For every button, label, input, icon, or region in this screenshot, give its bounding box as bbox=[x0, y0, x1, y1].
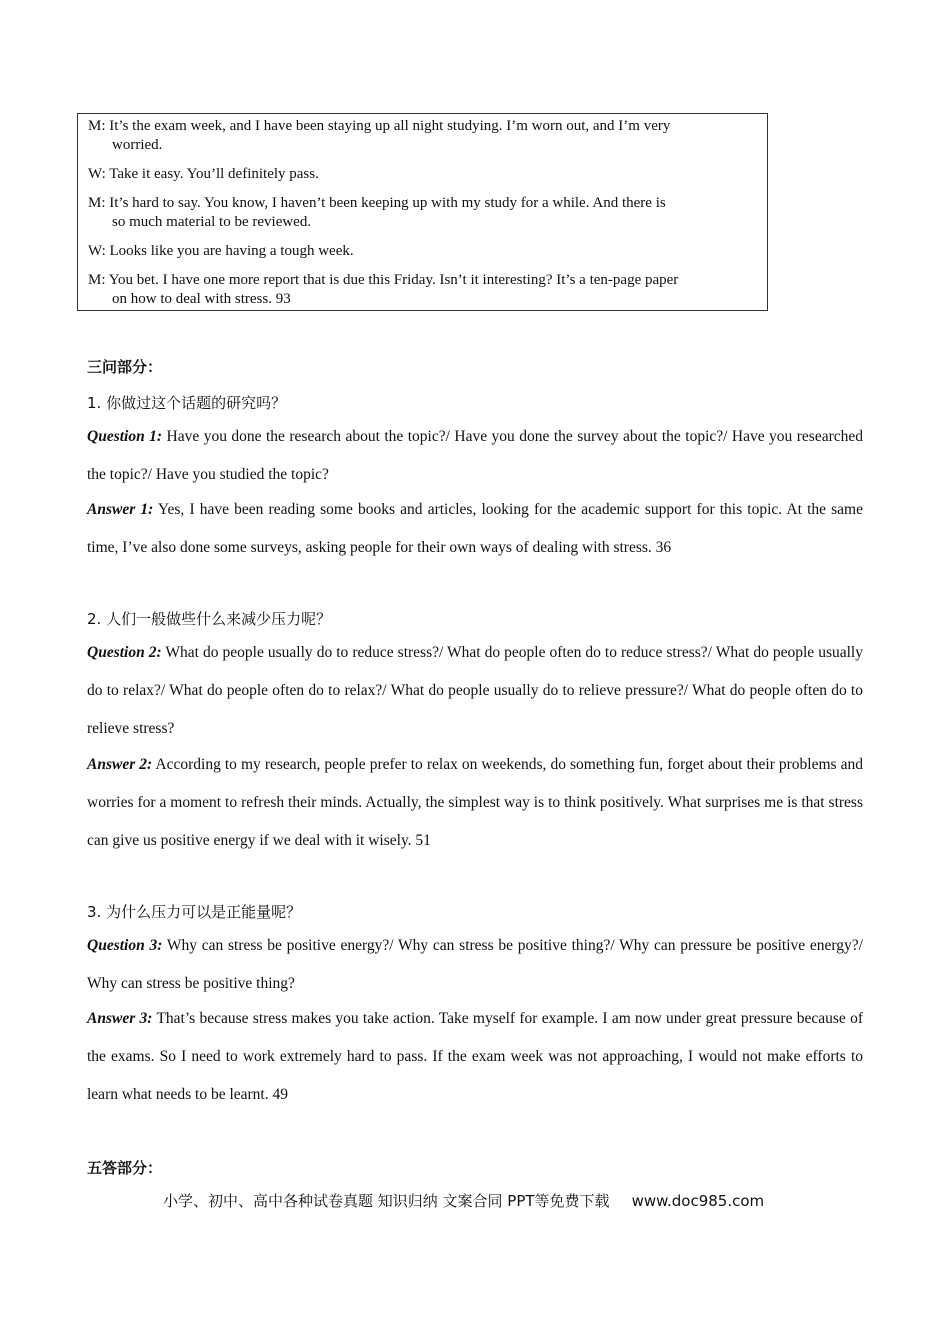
section-title-five-answers: 五答部分： bbox=[87, 1159, 163, 1177]
answer-2 bbox=[87, 746, 863, 860]
dialogue-line-4 bbox=[88, 242, 757, 261]
dialogue-box bbox=[77, 113, 768, 311]
section-title-three-questions: 三问部分： bbox=[87, 358, 163, 376]
question-2-heading: 2. 人们一般做些什么来减少压力呢？ bbox=[87, 610, 332, 628]
answer-3-label: Answer 3: bbox=[87, 1010, 153, 1027]
answer-2-text: According to my research, people prefer to relax on weekends, do something fun, forget about their problems and worries for a moment to refresh their minds. Actually, the simplest way is to think positively. What surprises me is that stress can give us positive energy if we deal with it wisely. 51 bbox=[87, 756, 864, 849]
question-2-label: Question 2: bbox=[87, 644, 162, 661]
answer-2-label: Answer 2: bbox=[87, 756, 153, 773]
dialogue-line-text: M: It’s hard to say. You know, I haven’t been keeping up with my study for a while. And there is bbox=[88, 195, 666, 211]
dialogue-line-3 bbox=[88, 194, 757, 232]
answer-3 bbox=[87, 1000, 863, 1114]
page-footer bbox=[163, 1190, 764, 1211]
footer-url-link[interactable]: www.doc985.com bbox=[631, 1192, 765, 1210]
answer-3-text: That’s because stress makes you take action. Take myself for example. I am now under great pressure because of the exams. So I need to work extremely hard to pass. If the exam week was not approaching, I would not make efforts to learn what needs to be learnt. 49 bbox=[87, 1010, 863, 1103]
question-1-heading: 1. 你做过这个话题的研究吗？ bbox=[87, 394, 287, 412]
question-1-text: Have you done the research about the topic?/ Have you done the survey about the topic?/ Have you researched the topic?/ Have you studied the topic? bbox=[87, 428, 864, 483]
question-3 bbox=[87, 927, 863, 1003]
dialogue-line-continuation: so much material to be reviewed. bbox=[112, 214, 312, 230]
question-1-label: Question 1: bbox=[87, 428, 163, 445]
question-2-text: What do people usually do to reduce stress?/ What do people often do to reduce stress?/ What do people usually do to relax?/ What do people often do to relax?/ What do people usually do to relieve pressure?/ What do people often do to relieve stress? bbox=[87, 644, 863, 737]
dialogue-line-2 bbox=[88, 165, 757, 184]
footer-text: 小学、初中、高中各种试卷真题 知识归纳 文案合同 PPT等免费下载 bbox=[163, 1192, 610, 1210]
dialogue-line-text: W: Looks like you are having a tough week. bbox=[88, 243, 354, 259]
dialogue-line-text: W: Take it easy. You’ll definitely pass. bbox=[88, 166, 319, 182]
dialogue-line-text: M: You bet. I have one more report that is due this Friday. Isn’t it interesting? It’s a ten-page paper bbox=[88, 272, 679, 288]
dialogue-line-1 bbox=[88, 117, 757, 155]
answer-1-text: Yes, I have been reading some books and articles, looking for the academic support for this topic. At the same time, I’ve also done some surveys, asking people for their own ways of dealing with stress. 36 bbox=[87, 501, 863, 556]
answer-1 bbox=[87, 491, 863, 567]
answer-1-label: Answer 1: bbox=[87, 501, 154, 518]
question-3-label: Question 3: bbox=[87, 937, 163, 954]
dialogue-line-continuation: on how to deal with stress. 93 bbox=[112, 291, 291, 307]
dialogue-line-5 bbox=[88, 271, 757, 309]
question-2 bbox=[87, 634, 863, 748]
dialogue-line-continuation: worried. bbox=[112, 137, 163, 153]
question-1 bbox=[87, 418, 863, 494]
question-3-text: Why can stress be positive energy?/ Why can stress be positive thing?/ Why can pressure be positive energy?/ Why can stress be positive thing? bbox=[87, 937, 863, 992]
question-3-heading: 3. 为什么压力可以是正能量呢？ bbox=[87, 903, 302, 921]
dialogue-line-text: M: It’s the exam week, and I have been staying up all night studying. I’m worn out, and I’m very bbox=[88, 118, 671, 134]
